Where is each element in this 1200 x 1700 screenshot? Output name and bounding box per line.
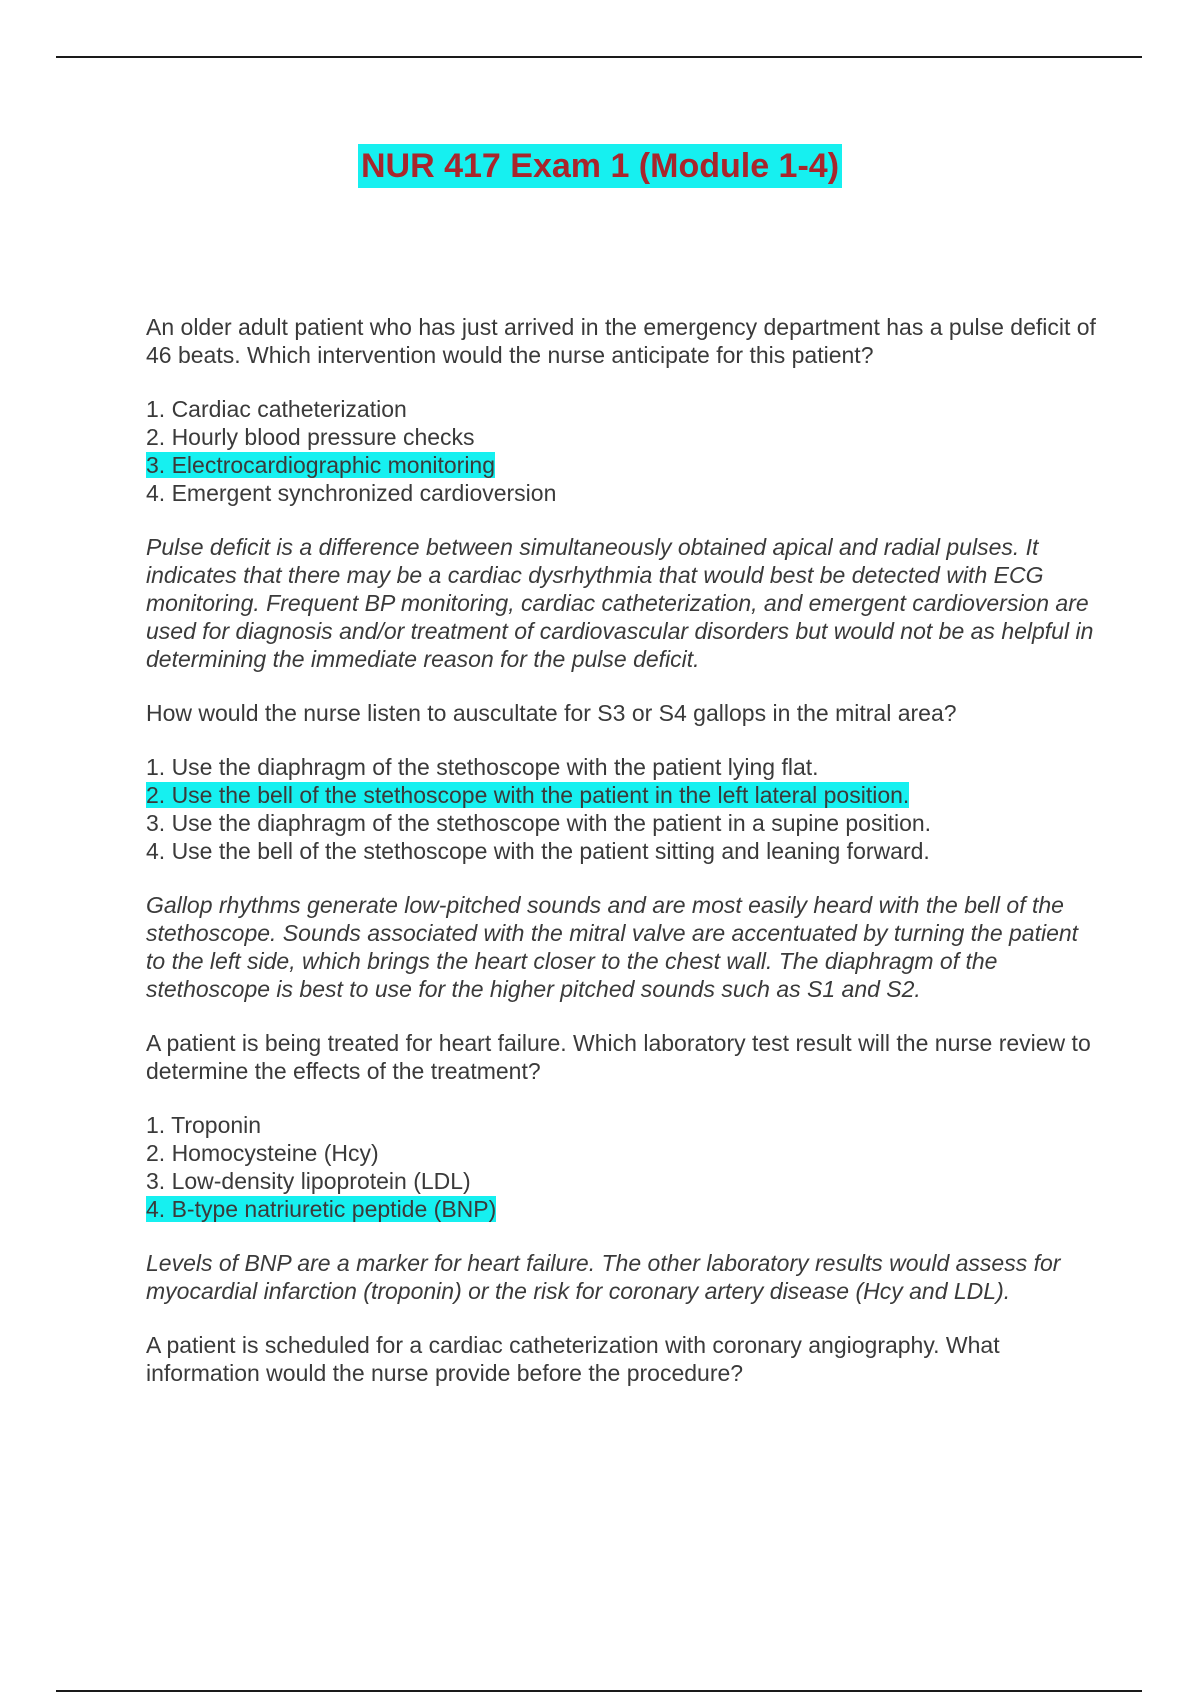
question-block bbox=[146, 1029, 1096, 1305]
answer-option-text: 4. Use the bell of the stethoscope with the patient sitting and leaning forward. bbox=[146, 838, 930, 864]
rationale-text: Gallop rhythms generate low-pitched sounds and are most easily heard with the bell of the stethoscope. Sounds associated with the mitral valve are accentuated by turning the patient to the left side, which brings the heart closer to the chest wall. The diaphragm of the stethoscope is best to use for the higher pitched sounds such as S1 and S2. bbox=[146, 892, 1079, 1002]
page-title: NUR 417 Exam 1 (Module 1-4) bbox=[358, 144, 842, 188]
answer-option-text: 3. Low-density lipoprotein (LDL) bbox=[146, 1168, 471, 1194]
question-block bbox=[146, 1331, 1096, 1387]
answer-option bbox=[146, 1167, 1096, 1195]
answer-option bbox=[146, 423, 1096, 451]
answer-options bbox=[146, 395, 1096, 507]
question-stem: A patient is being treated for heart failure. Which laboratory test result will the nurse review to determine the effects of the treatment? bbox=[146, 1030, 1091, 1084]
rationale-text: Levels of BNP are a marker for heart failure. The other laboratory results would assess for myocardial infarction (troponin) or the risk for coronary artery disease (Hcy and LDL). bbox=[146, 1250, 1061, 1304]
answer-option bbox=[146, 1139, 1096, 1167]
question-stem: A patient is scheduled for a cardiac catheterization with coronary angiography. What information would the nurse provide before the procedure? bbox=[146, 1332, 1000, 1386]
answer-option-text: 4. B-type natriuretic peptide (BNP) bbox=[146, 1196, 497, 1222]
answer-options bbox=[146, 753, 1096, 865]
answer-option-text: 4. Emergent synchronized cardioversion bbox=[146, 480, 557, 506]
answer-option bbox=[146, 753, 1096, 781]
answer-option-text: 2. Use the bell of the stethoscope with the patient in the left lateral position. bbox=[146, 782, 910, 808]
answer-option-text: 1. Use the diaphragm of the stethoscope with the patient lying flat. bbox=[146, 754, 819, 780]
question-stem: An older adult patient who has just arrived in the emergency department has a pulse deficit of 46 beats. Which intervention would the nurse anticipate for this patient? bbox=[146, 314, 1096, 368]
answer-option bbox=[146, 809, 1096, 837]
answer-option bbox=[146, 1195, 1096, 1223]
answer-option-text: 1. Cardiac catheterization bbox=[146, 396, 407, 422]
top-rule bbox=[56, 56, 1142, 58]
rationale-text: Pulse deficit is a difference between simultaneously obtained apical and radial pulses. It indicates that there may be a cardiac dysrhythmia that would best be detected with ECG monitoring. Frequent BP monitoring, cardiac catheterization, and emergent cardioversion are used for diagnosis and/or treatment of cardiovascular disorders but would not be as helpful in determining the immediate reason for the pulse deficit. bbox=[146, 534, 1094, 672]
answer-option bbox=[146, 451, 1096, 479]
answer-option-text: 2. Homocysteine (Hcy) bbox=[146, 1140, 379, 1166]
answer-option-text: 2. Hourly blood pressure checks bbox=[146, 424, 475, 450]
answer-option bbox=[146, 1111, 1096, 1139]
answer-option bbox=[146, 395, 1096, 423]
answer-options bbox=[146, 1111, 1096, 1223]
bottom-rule bbox=[56, 1690, 1142, 1692]
answer-option bbox=[146, 479, 1096, 507]
title-area bbox=[0, 144, 1200, 188]
answer-option bbox=[146, 837, 1096, 865]
answer-option-text: 1. Troponin bbox=[146, 1112, 262, 1138]
answer-option-text: 3. Electrocardiographic monitoring bbox=[146, 452, 496, 478]
question-block bbox=[146, 313, 1096, 673]
answer-option-text: 3. Use the diaphragm of the stethoscope with the patient in a supine position. bbox=[146, 810, 932, 836]
question-stem: How would the nurse listen to auscultate for S3 or S4 gallops in the mitral area? bbox=[146, 700, 957, 726]
question-block bbox=[146, 699, 1096, 1003]
exam-content bbox=[146, 313, 1096, 1413]
answer-option bbox=[146, 781, 1096, 809]
